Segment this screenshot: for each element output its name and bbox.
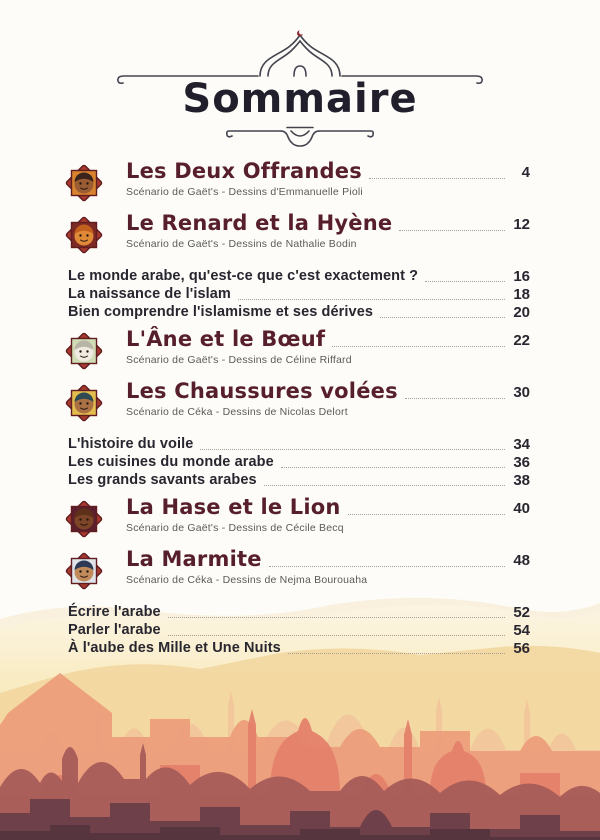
dotted-leader xyxy=(200,449,505,450)
toc-entry-subtitle: Scénario de Gaët's - Dessins de Céline Riffard xyxy=(126,354,352,366)
toc-entry-title: L'Âne et le Bœuf xyxy=(126,327,326,351)
toc-entry xyxy=(68,603,530,621)
toc-entry xyxy=(68,326,530,378)
toc-entry-body xyxy=(126,546,530,587)
toc-entry-subtitle: Scénario de Gaët's - Dessins de Nathalie Bodin xyxy=(126,238,357,250)
dotted-leader xyxy=(264,485,505,486)
toc-entry-title: La naissance de l'islam xyxy=(68,286,231,302)
toc-entry-body xyxy=(126,378,530,419)
toc-entry xyxy=(68,303,530,321)
toc-entry xyxy=(68,494,530,546)
toc-entry xyxy=(68,453,530,471)
toc-entry xyxy=(68,621,530,639)
toc-entry-title: L'histoire du voile xyxy=(68,436,194,452)
page-number: 40 xyxy=(513,500,530,517)
dotted-leader xyxy=(332,346,505,347)
page-number: 16 xyxy=(513,268,530,285)
toc-entry-title: Les Deux Offrandes xyxy=(126,159,362,183)
toc-entry-title: Parler l'arabe xyxy=(68,622,161,638)
dotted-leader xyxy=(281,467,505,468)
toc-entry-title: Le monde arabe, qu'est-ce que c'est exactement ? xyxy=(68,268,419,284)
inverted-dome-flourish-icon xyxy=(225,122,375,152)
dotted-leader xyxy=(425,281,505,282)
dotted-leader xyxy=(238,299,505,300)
dotted-leader xyxy=(269,566,505,567)
dotted-leader xyxy=(399,230,505,231)
toc-entry xyxy=(68,378,530,430)
toc-entry-title: Le Renard et la Hyène xyxy=(126,211,393,235)
toc-entry-title: Bien comprendre l'islamisme et ses dérives xyxy=(68,304,374,320)
dotted-leader xyxy=(348,514,505,515)
toc-entry xyxy=(68,435,530,453)
page-number: 12 xyxy=(513,216,530,233)
toc-list xyxy=(68,158,530,657)
donkey-medallion-icon xyxy=(61,328,107,374)
dotted-leader xyxy=(168,617,505,618)
toc-entry-body xyxy=(126,210,530,251)
page-number: 18 xyxy=(513,286,530,303)
toc-entry xyxy=(68,285,530,303)
toc-entry-title: À l'aube des Mille et Une Nuits xyxy=(68,640,281,656)
page-title: Sommaire xyxy=(182,76,418,122)
toc-entry xyxy=(68,267,530,285)
toc-entry xyxy=(68,546,530,598)
toc-entry-title: La Marmite xyxy=(126,547,262,571)
toc-entry xyxy=(68,210,530,262)
dotted-leader xyxy=(168,635,505,636)
page-number: 4 xyxy=(521,164,530,181)
toc-entry-subtitle: Scénario de Céka - Dessins de Nejma Bourouaha xyxy=(126,574,368,586)
toc-entry-body xyxy=(126,326,530,367)
page-header xyxy=(0,30,600,152)
page-number: 52 xyxy=(513,604,530,621)
fox-medallion-icon xyxy=(61,212,107,258)
toc-entry-title: La Hase et le Lion xyxy=(126,495,341,519)
dotted-leader xyxy=(369,178,505,179)
mustache-man-medallion-icon xyxy=(61,548,107,594)
hare-medallion-icon xyxy=(61,496,107,542)
toc-entry-subtitle: Scénario de Gaët's - Dessins d'Emmanuelle Pioli xyxy=(126,186,363,198)
dotted-leader xyxy=(380,317,505,318)
toc-entry-title: Les grands savants arabes xyxy=(68,472,257,488)
turban-boy-medallion-icon xyxy=(61,380,107,426)
toc-entry-title: Les cuisines du monde arabe xyxy=(68,454,274,470)
toc-entry xyxy=(68,158,530,210)
toc-entry-body xyxy=(126,158,530,199)
boy-face-medallion-icon xyxy=(61,160,107,206)
toc-entry-title: Écrire l'arabe xyxy=(68,604,161,620)
page-number: 34 xyxy=(513,436,530,453)
page-number: 22 xyxy=(513,332,530,349)
page-number: 48 xyxy=(513,552,530,569)
toc-entry xyxy=(68,471,530,489)
toc-entry-subtitle: Scénario de Gaët's - Dessins de Cécile Becq xyxy=(126,522,344,534)
page-number: 56 xyxy=(513,640,530,657)
page-number: 36 xyxy=(513,454,530,471)
page-number: 38 xyxy=(513,472,530,489)
page-number: 20 xyxy=(513,304,530,321)
toc-entry-body xyxy=(126,494,530,535)
page-number: 54 xyxy=(513,622,530,639)
page-number: 30 xyxy=(513,384,530,401)
toc-entry-subtitle: Scénario de Céka - Dessins de Nicolas Delort xyxy=(126,406,348,418)
dotted-leader xyxy=(288,653,505,654)
toc-entry xyxy=(68,639,530,657)
toc-entry-title: Les Chaussures volées xyxy=(126,379,398,403)
dotted-leader xyxy=(405,398,505,399)
